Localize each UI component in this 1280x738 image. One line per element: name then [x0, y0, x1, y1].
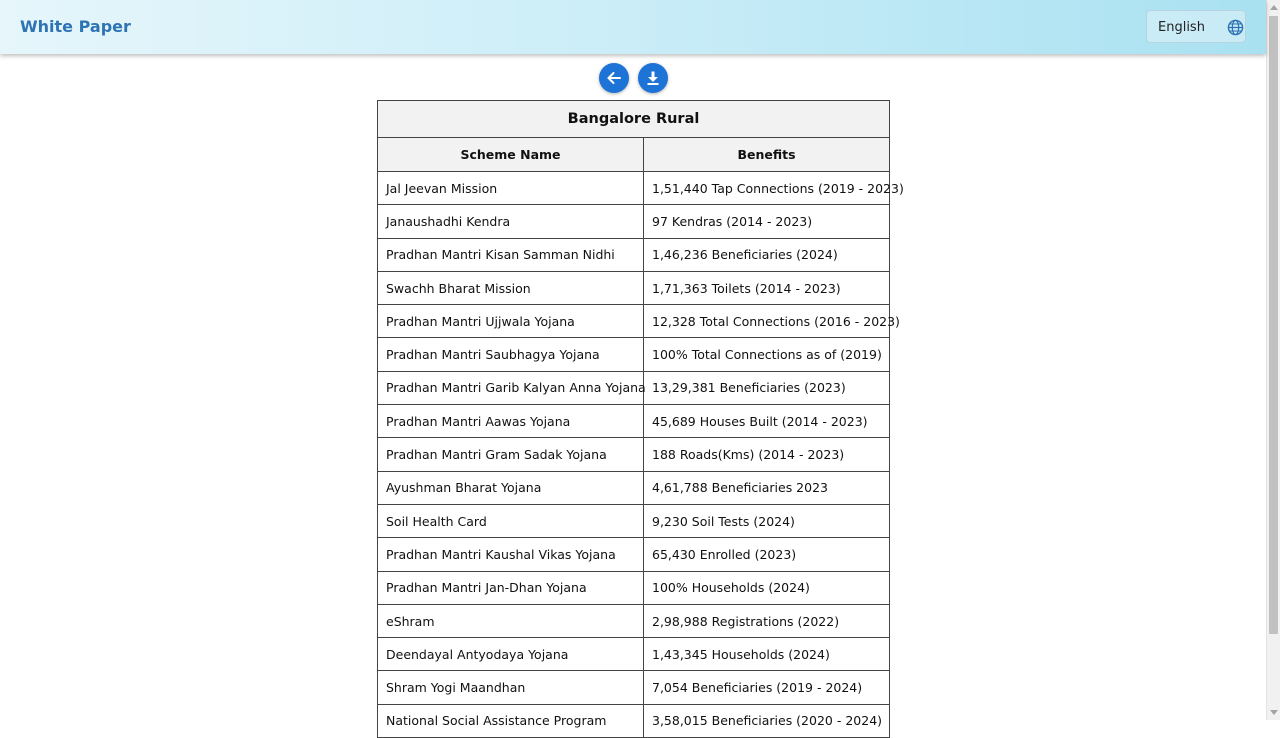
- scroll-thumb[interactable]: [1269, 16, 1278, 634]
- benefits-cell: 1,46,236 Beneficiaries (2024): [644, 238, 890, 271]
- brand-title[interactable]: White Paper: [20, 17, 131, 36]
- scheme-name-cell: Janaushadhi Kendra: [378, 205, 644, 238]
- scheme-name-cell: Soil Health Card: [378, 504, 644, 537]
- benefits-cell: 188 Roads(Kms) (2014 - 2023): [644, 438, 890, 471]
- arrow-left-icon: [606, 70, 622, 86]
- download-button[interactable]: [638, 63, 668, 93]
- table-row: [378, 205, 890, 238]
- table-row: [378, 338, 890, 371]
- benefits-cell: 13,29,381 Beneficiaries (2023): [644, 371, 890, 404]
- table-row: [378, 604, 890, 637]
- table-row: [378, 238, 890, 271]
- scheme-name-cell: Pradhan Mantri Garib Kalyan Anna Yojana: [378, 371, 644, 404]
- benefits-cell: 12,328 Total Connections (2016 - 2023): [644, 305, 890, 338]
- benefits-table: [377, 100, 904, 738]
- scheme-name-cell: Pradhan Mantri Gram Sadak Yojana: [378, 438, 644, 471]
- download-icon: [645, 70, 661, 86]
- scheme-name-cell: Ayushman Bharat Yojana: [378, 471, 644, 504]
- table-row: [378, 638, 890, 671]
- language-selector[interactable]: [1146, 10, 1246, 43]
- scheme-name-cell: National Social Assistance Program: [378, 704, 644, 737]
- benefits-cell: 97 Kendras (2014 - 2023): [644, 205, 890, 238]
- benefits-cell: 1,43,345 Households (2024): [644, 638, 890, 671]
- scheme-name-cell: Shram Yogi Maandhan: [378, 671, 644, 704]
- benefits-cell: 45,689 Houses Built (2014 - 2023): [644, 405, 890, 438]
- scheme-name-cell: Pradhan Mantri Kisan Samman Nidhi: [378, 238, 644, 271]
- vertical-scrollbar[interactable]: [1266, 0, 1280, 720]
- back-button[interactable]: [599, 63, 629, 93]
- benefits-cell: 65,430 Enrolled (2023): [644, 538, 890, 571]
- scroll-down-arrow-icon[interactable]: [1270, 710, 1278, 715]
- table-row: [378, 371, 890, 404]
- table-row: [378, 438, 890, 471]
- column-header-benefits: Benefits: [644, 138, 890, 172]
- table-row: [378, 571, 890, 604]
- benefits-cell: 1,71,363 Toilets (2014 - 2023): [644, 271, 890, 304]
- scheme-name-cell: Pradhan Mantri Aawas Yojana: [378, 405, 644, 438]
- benefits-cell: 2,98,988 Registrations (2022): [644, 604, 890, 637]
- scheme-name-cell: eShram: [378, 604, 644, 637]
- scheme-name-cell: Pradhan Mantri Jan-Dhan Yojana: [378, 571, 644, 604]
- table-row: [378, 538, 890, 571]
- benefits-cell: 100% Households (2024): [644, 571, 890, 604]
- globe-icon: [1227, 19, 1244, 36]
- benefits-cell: 7,054 Beneficiaries (2019 - 2024): [644, 671, 890, 704]
- scheme-name-cell: Pradhan Mantri Kaushal Vikas Yojana: [378, 538, 644, 571]
- benefits-table-container: [377, 100, 904, 738]
- benefits-cell: 9,230 Soil Tests (2024): [644, 504, 890, 537]
- table-row: [378, 671, 890, 704]
- benefits-cell: 1,51,440 Tap Connections (2019 - 2023): [644, 172, 890, 205]
- benefits-cell: 3,58,015 Beneficiaries (2020 - 2024): [644, 704, 890, 737]
- scroll-up-arrow-icon[interactable]: [1270, 5, 1278, 10]
- language-label: English: [1158, 20, 1205, 35]
- table-row: [378, 471, 890, 504]
- table-row: [378, 305, 890, 338]
- scheme-name-cell: Jal Jeevan Mission: [378, 172, 644, 205]
- scheme-name-cell: Pradhan Mantri Ujjwala Yojana: [378, 305, 644, 338]
- scheme-name-cell: Pradhan Mantri Saubhagya Yojana: [378, 338, 644, 371]
- table-row: [378, 704, 890, 737]
- action-buttons: [599, 63, 669, 93]
- benefits-cell: 100% Total Connections as of (2019): [644, 338, 890, 371]
- table-row: [378, 172, 890, 205]
- top-bar: [0, 0, 1266, 54]
- table-title: Bangalore Rural: [378, 101, 890, 138]
- table-row: [378, 271, 890, 304]
- column-header-scheme: Scheme Name: [378, 138, 644, 172]
- table-body: [378, 172, 904, 738]
- table-row: [378, 504, 890, 537]
- scheme-name-cell: Swachh Bharat Mission: [378, 271, 644, 304]
- benefits-cell: 4,61,788 Beneficiaries 2023: [644, 471, 890, 504]
- scheme-name-cell: Deendayal Antyodaya Yojana: [378, 638, 644, 671]
- table-row: [378, 405, 890, 438]
